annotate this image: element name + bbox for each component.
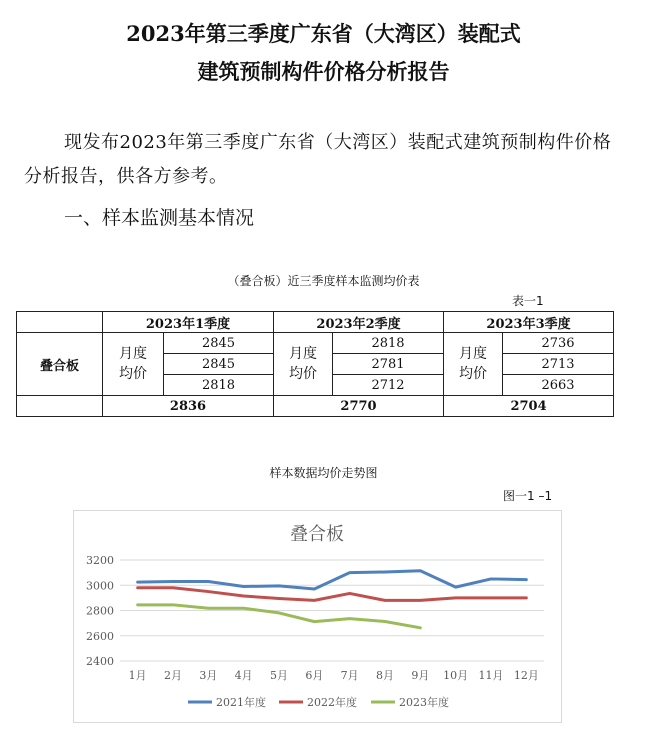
monthly-avg-label-text: 月度 均价 [119,346,147,382]
monthly-value: 2713 [503,354,614,375]
quarter-average: 2836 [103,396,274,417]
table-avg-row [17,396,614,417]
monthly-avg-label [444,333,503,396]
x-tick-label: 9月 [411,669,430,682]
figure-tag: 图一1 –1 [503,489,553,503]
monthly-value: 2663 [503,375,614,396]
header-blank-cell [17,312,103,333]
table-row [17,333,614,354]
section-heading: 一、样本监测基本情况 [64,207,255,229]
monthly-avg-label [274,333,333,396]
table-caption: （叠合板）近三季度样本监测均价表 [227,274,420,288]
monthly-value: 2736 [503,333,614,354]
x-tick-label: 3月 [199,669,218,682]
monthly-value: 2845 [164,354,274,375]
x-tick-label: 4月 [234,669,253,682]
monthly-avg-label-text: 月度 均价 [459,346,488,382]
price-table [16,311,614,417]
quarter-average: 2770 [274,396,444,417]
chart-title: 叠合板 [290,524,344,545]
y-tick-label: 2800 [86,604,114,618]
line-chart-container [73,510,562,723]
legend-label: 2022年度 [307,696,357,709]
avg-blank-cell [17,396,103,417]
table-header-row [17,312,614,333]
x-tick-label: 10月 [443,669,469,682]
intro-paragraph: 现发布2023年第三季度广东省（大湾区）装配式建筑预制构件价格分析报告，供各方参考。 [24,132,612,187]
figure-caption: 样本数据均价走势图 [269,466,378,480]
x-tick-label: 12月 [513,669,539,682]
y-tick-label: 3200 [86,554,114,567]
x-tick-label: 5月 [270,669,288,682]
x-tick-label: 8月 [376,669,394,682]
x-tick-label: 2月 [164,669,182,682]
monthly-value: 2818 [164,375,274,396]
monthly-value: 2712 [333,375,444,396]
quarter-header: 2023年2季度 [274,312,444,333]
x-tick-label: 7月 [340,669,359,682]
monthly-avg-label-text: 月度 均价 [289,346,318,382]
report-title-line2: 建筑预制构件价格分析报告 [197,59,450,84]
x-tick-label: 6月 [305,669,324,682]
quarter-average: 2704 [444,396,614,417]
y-tick-label: 3000 [86,579,114,593]
x-tick-label: 11月 [478,669,504,682]
report-title-line1: 2023年第三季度广东省（大湾区）装配式 [126,21,521,46]
y-tick-label: 2400 [86,655,114,668]
monthly-avg-label [103,333,164,396]
monthly-value: 2781 [333,354,444,375]
y-tick-label: 2600 [86,629,114,643]
x-tick-label: 1月 [128,669,147,682]
quarter-header: 2023年3季度 [444,312,614,333]
monthly-value: 2845 [164,333,274,354]
line-chart [73,510,562,723]
legend-label: 2021年度 [216,696,266,709]
table-tag: 表一1 [512,294,544,308]
legend-label: 2023年度 [399,696,449,709]
row-label: 叠合板 [17,333,103,396]
quarter-header: 2023年1季度 [103,312,274,333]
monthly-value: 2818 [333,333,444,354]
